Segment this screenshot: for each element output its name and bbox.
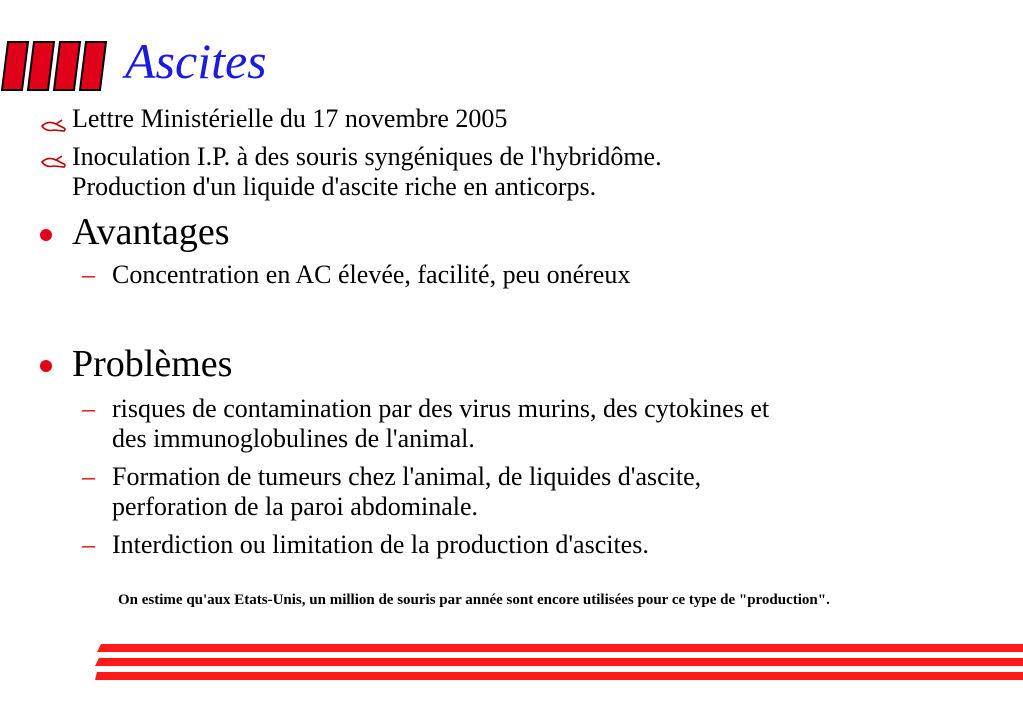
writing-hand-icon xyxy=(40,150,68,170)
dash-bullet: – xyxy=(82,260,95,289)
dash-bullet: – xyxy=(82,462,95,491)
stripes-logo-icon xyxy=(0,36,112,96)
avantages-item-1: Concentration en AC élevée, facilité, peu onéreux xyxy=(112,260,631,289)
intro-item-2: Inoculation I.P. à des souris syngéniques de l'hybridôme. Production d'un liquide d'ascite riche en anticorps. xyxy=(72,142,662,201)
writing-hand-icon xyxy=(40,114,68,134)
dash-bullet: – xyxy=(82,530,95,559)
problemes-item-3: Interdiction ou limitation de la production d'ascites. xyxy=(112,530,649,559)
problemes-item-1: risques de contamination par des virus murins, des cytokines et des immunoglobulines de l'animal. xyxy=(112,394,770,453)
red-dot-icon xyxy=(40,229,52,241)
section-heading-problemes: Problèmes xyxy=(72,343,233,385)
intro-item-1: Lettre Ministérielle du 17 novembre 2005 xyxy=(72,104,508,133)
footnote: On estime qu'aux Etats-Unis, un million de souris par année sont encore utilisées pour ce type de "production". xyxy=(118,592,830,608)
problemes-item-2: Formation de tumeurs chez l'animal, de liquides d'ascite, perforation de la paroi abdominale. xyxy=(112,462,702,521)
red-dot-icon xyxy=(40,360,52,372)
dash-bullet: – xyxy=(82,394,95,423)
section-heading-avantages: Avantages xyxy=(72,211,230,253)
slide-title: Ascites xyxy=(125,33,267,89)
red-stripes-icon xyxy=(95,644,1023,680)
